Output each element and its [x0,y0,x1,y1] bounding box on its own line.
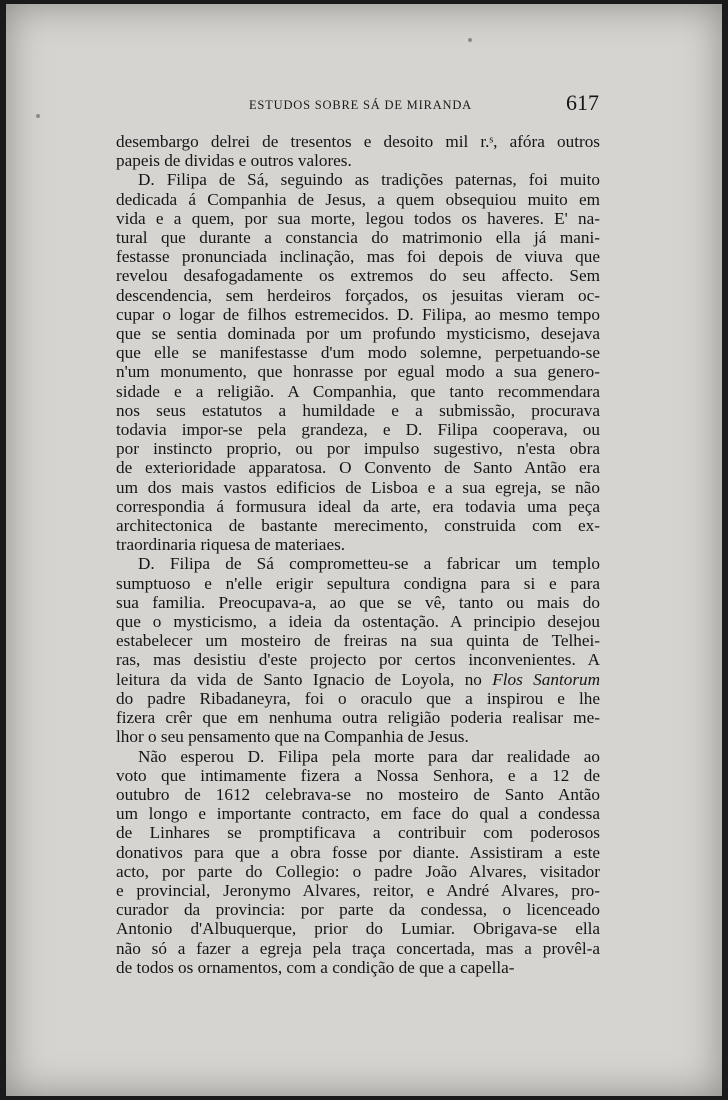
text-line: ras, mas desistiu d'este projecto por certos inconvenientes. A [116,650,600,670]
text-line: que o mysticismo, a ideia da ostentação. A principio desejou [116,612,600,632]
paragraph [116,554,600,746]
text-line: e provincial, Jeronymo Alvares, reitor, e André Alvares, pro- [116,880,600,900]
text-line: um dos mais vastos edificios de Lisboa e a sua egreja, se não [116,477,600,497]
text-line: de todos os ornamentos, com a condição de que a capella- [116,957,515,977]
text-line: de exterioridade apparatosa. O Convento de Santo Antão era [116,458,600,478]
text-line: D. Filipa de Sá, seguindo as tradições paternas, foi muito [138,170,600,190]
text-line: voto que intimamente fizera a Nossa Senhora, e a 12 de [116,765,600,785]
text-line: não só a fazer a egreja pela traça concertada, mas a provêl-a [116,938,600,958]
text-line: outubro de 1612 celebrava-se no mosteiro de Santo Antão [116,784,600,804]
text-line: sidade e a religião. A Companhia, que tanto recommendara [116,381,600,401]
book-page [6,4,722,1096]
text-line: vida e a quem, por sua morte, legou todos os haveres. E' na- [116,208,600,228]
text-line: cupar o logar de filhos estremecidos. D. Filipa, ao mesmo tempo [116,304,600,324]
paper-speck [468,38,472,42]
body-text [116,132,600,977]
text-line: que elle se manifestasse d'um modo solemne, perpetuando-se [116,343,600,363]
text-line: festasse pronunciada inclinação, mas foi depois de viuva que [116,247,600,267]
page-number: 617 [566,90,599,115]
text-line: desembargo delrei de tresentos e desoito mil r.ˢ, afóra outros [116,132,600,151]
paragraph [116,132,600,170]
text-line: que se sentia dominada por um profundo mysticismo, desejava [116,324,600,344]
book-title-italic: Flos Santorum [492,669,601,689]
text-line: papeis de dividas e outros valores. [116,151,352,171]
text-line: revelou desafogadamente os extremos do seu affecto. Sem [116,266,600,286]
text-line: sua familia. Preocupava-a, ao que se vê, tanto ou mais do [116,592,600,612]
text-line: curador da provincia: por parte da condessa, o licenceado [116,900,600,920]
page-header [6,84,722,124]
text-line: um longo e importante contracto, em face do qual a condessa [116,804,600,824]
text-line: por instincto proprio, ou por impulso sugestivo, n'esta obra [116,439,600,459]
text-line: traordinaria riquesa de materiaes. [116,535,346,555]
text-line: fizera crêr que em nenhuma outra religião poderia realisar me- [116,708,600,728]
text-line: todavia impor-se pela grandeza, e D. Filipa cooperava, ou [116,420,600,440]
text-line: estabelecer um mosteiro de freiras na sua quinta de Telhei- [116,631,600,651]
text-line: tural que durante a constancia do matrimonio ella já mani- [116,228,600,248]
text-line: do padre Ribadaneyra, foi o oraculo que a inspirou e lhe [116,688,600,708]
text-line: nos seus estatutos a humildade e a submissão, procurava [116,400,600,420]
text-line: architectonica de bastante merecimento, construida com ex- [116,516,600,536]
text-line: sumptuoso e n'elle erigir sepultura condigna para si e para [116,573,600,593]
paragraph [116,747,600,977]
text-line: D. Filipa de Sá comprometteu-se a fabricar um templo [138,554,600,574]
text-line: leitura da vida de Santo Ignacio de Loyola, no Flos Santorum [116,669,601,689]
running-title: ESTUDOS SOBRE SÁ DE MIRANDA [249,98,473,112]
text-line: lhor o seu pensamento que na Companhia de Jesus. [116,727,469,747]
text-line: acto, por parte do Collegio: o padre João Alvares, visitador [116,861,600,881]
text-line: Não esperou D. Filipa pela morte para dar realidade ao [138,746,600,766]
text-line: n'um monumento, que honrasse por egual modo a sua genero- [116,362,600,382]
text-line: descendencia, sem herdeiros forçados, os jesuitas vieram oc- [116,285,600,305]
text-line: de Linhares se promptificava a contribuir com poderosos [116,823,600,843]
text-line: donativos para que a obra fosse por diante. Assistiram a este [116,842,600,862]
text-line: Antonio d'Albuquerque, prior do Lumiar. Obrigava-se ella [116,919,600,939]
text-line: dedicada á Companhia de Jesus, a quem obsequiou muito em [116,189,600,209]
paragraph [116,170,600,554]
text-line: correspondia á formusura ideal da arte, era todavia uma peça [116,496,600,516]
